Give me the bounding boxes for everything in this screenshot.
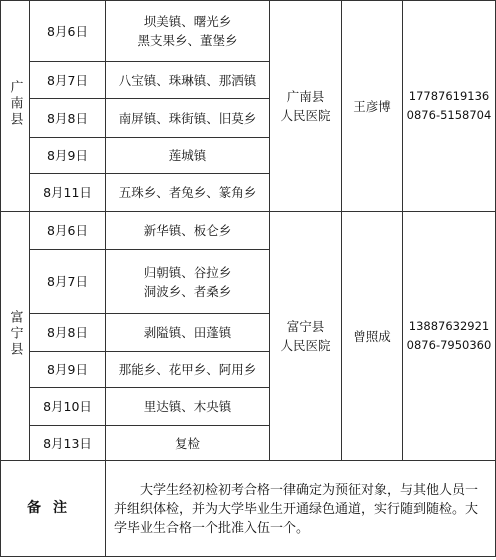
table-row [1,212,496,250]
date-cell: 8月8日 [30,99,106,138]
county-name: 广南县 [7,79,23,128]
towns-cell: 八宝镇、珠琳镇、那洒镇 [106,62,270,99]
date-cell: 8月7日 [30,62,106,99]
phone-cell [403,212,496,461]
contact-cell: 曾照成 [342,212,403,461]
towns-cell: 剥隘镇、田蓬镇 [106,314,270,352]
date-cell: 8月6日 [30,1,106,62]
county-cell [1,1,30,212]
towns-cell: 莲城镇 [106,138,270,174]
date-cell: 8月7日 [30,250,106,314]
towns-cell: 里达镇、木央镇 [106,388,270,426]
note-row [1,461,496,557]
date-cell: 8月10日 [30,388,106,426]
county-name: 富宁县 [7,309,23,358]
hospital-cell [270,1,342,212]
hospital-line: 富宁县 [286,319,325,334]
note-text: 大学生经初检初考合格一律确定为预征对象，与其他人员一并组织体检，并为大学毕业生开通绿色通道，实行随到随检。大学毕业生合格一个批准入伍一个。 [106,461,496,557]
county-cell [1,212,30,461]
date-cell: 8月11日 [30,174,106,212]
towns-line: 黑支果乡、董堡乡 [137,33,238,48]
towns-cell: 南屏镇、珠街镇、旧莫乡 [106,99,270,138]
towns-cell: 新华镇、板仑乡 [106,212,270,250]
date-cell: 8月13日 [30,426,106,461]
phone-mobile: 13887632921 [408,319,490,333]
phone-cell [403,1,496,212]
towns-cell [106,1,270,62]
hospital-cell [270,212,342,461]
towns-line: 洞波乡、者桑乡 [143,283,232,299]
towns-line: 归朝镇、谷拉乡 [143,264,232,280]
phone-landline: 0876-5158704 [406,108,492,122]
date-cell: 8月9日 [30,138,106,174]
phone-landline: 0876-7950360 [406,338,492,352]
hospital-line: 广南县 [286,89,325,104]
date-cell: 8月6日 [30,212,106,250]
towns-cell: 五珠乡、者兔乡、篆角乡 [106,174,270,212]
hospital-line: 人民医院 [280,338,331,353]
towns-cell: 复检 [106,426,270,461]
table-row [1,1,496,62]
date-cell: 8月8日 [30,314,106,352]
hospital-line: 人民医院 [280,108,331,123]
towns-line: 坝美镇、曙光乡 [143,14,232,29]
date-cell: 8月9日 [30,352,106,388]
towns-cell: 那能乡、花甲乡、阿用乡 [106,352,270,388]
note-label: 备注 [1,461,106,557]
contact-cell: 王彦博 [342,1,403,212]
towns-cell [106,250,270,314]
phone-mobile: 17787619136 [408,89,490,103]
